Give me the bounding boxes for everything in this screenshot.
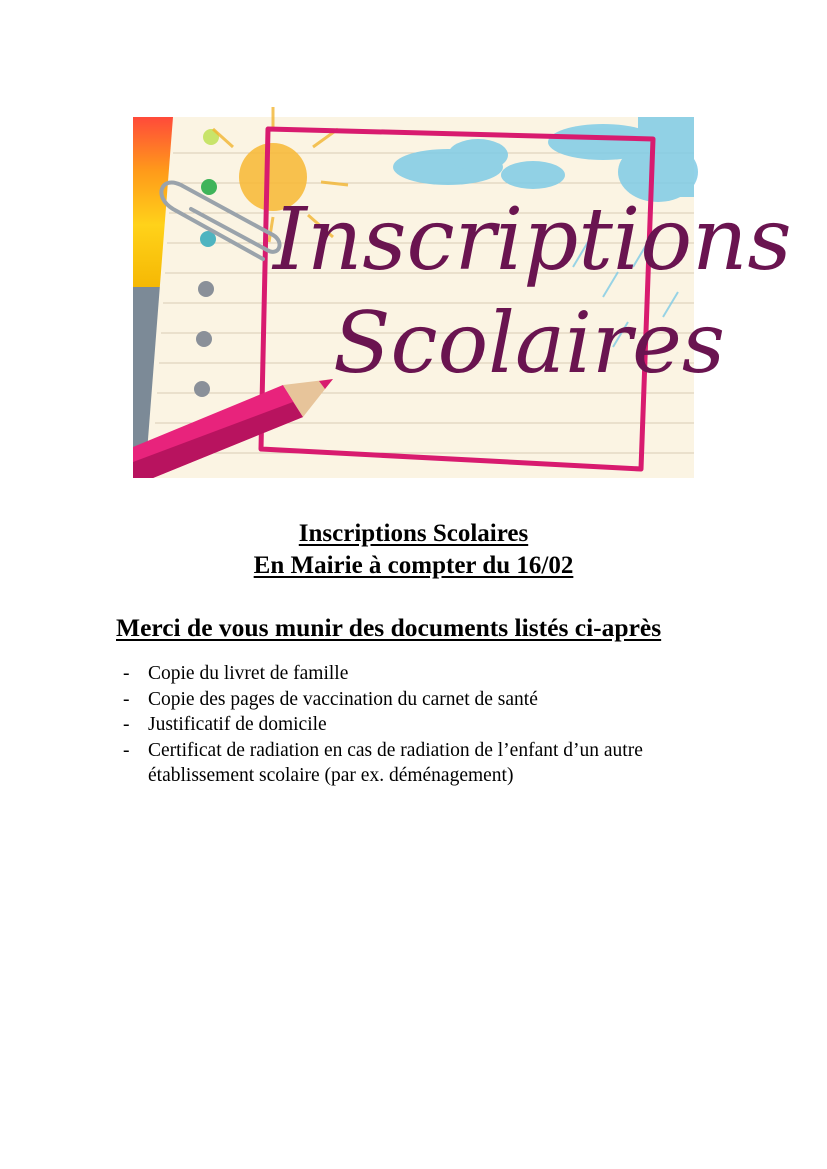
list-dash: - bbox=[123, 663, 130, 684]
list-item bbox=[123, 661, 723, 687]
list-item-text: Copie du livret de famille bbox=[148, 663, 349, 684]
announcement-heading bbox=[0, 518, 827, 582]
list-dash: - bbox=[123, 688, 130, 710]
list-dash: - bbox=[123, 714, 130, 735]
documents-subheading: Merci de vous munir des documents listés ci-après bbox=[116, 613, 662, 642]
list-item-text: Justificatif de domicile bbox=[148, 714, 327, 735]
banner-title-line2: Scolaires bbox=[333, 294, 725, 392]
banner-title-line1: Inscriptions bbox=[273, 190, 792, 290]
list-item-text: Copie des pages de vaccination du carnet de santé bbox=[148, 688, 538, 710]
list-dash: - bbox=[123, 739, 130, 761]
heading-title: Inscriptions Scolaires bbox=[298, 520, 529, 547]
banner-illustration bbox=[133, 117, 792, 478]
list-item bbox=[123, 738, 723, 789]
list-item bbox=[123, 687, 723, 713]
documents-list bbox=[123, 661, 723, 789]
list-item bbox=[123, 712, 723, 738]
list-item-text: Certificat de radiation en cas de radiation de l’enfant d’un autre établissement scolaire (par ex. déménagement) bbox=[148, 739, 643, 786]
heading-date: En Mairie à compter du 16/02 bbox=[253, 552, 574, 579]
